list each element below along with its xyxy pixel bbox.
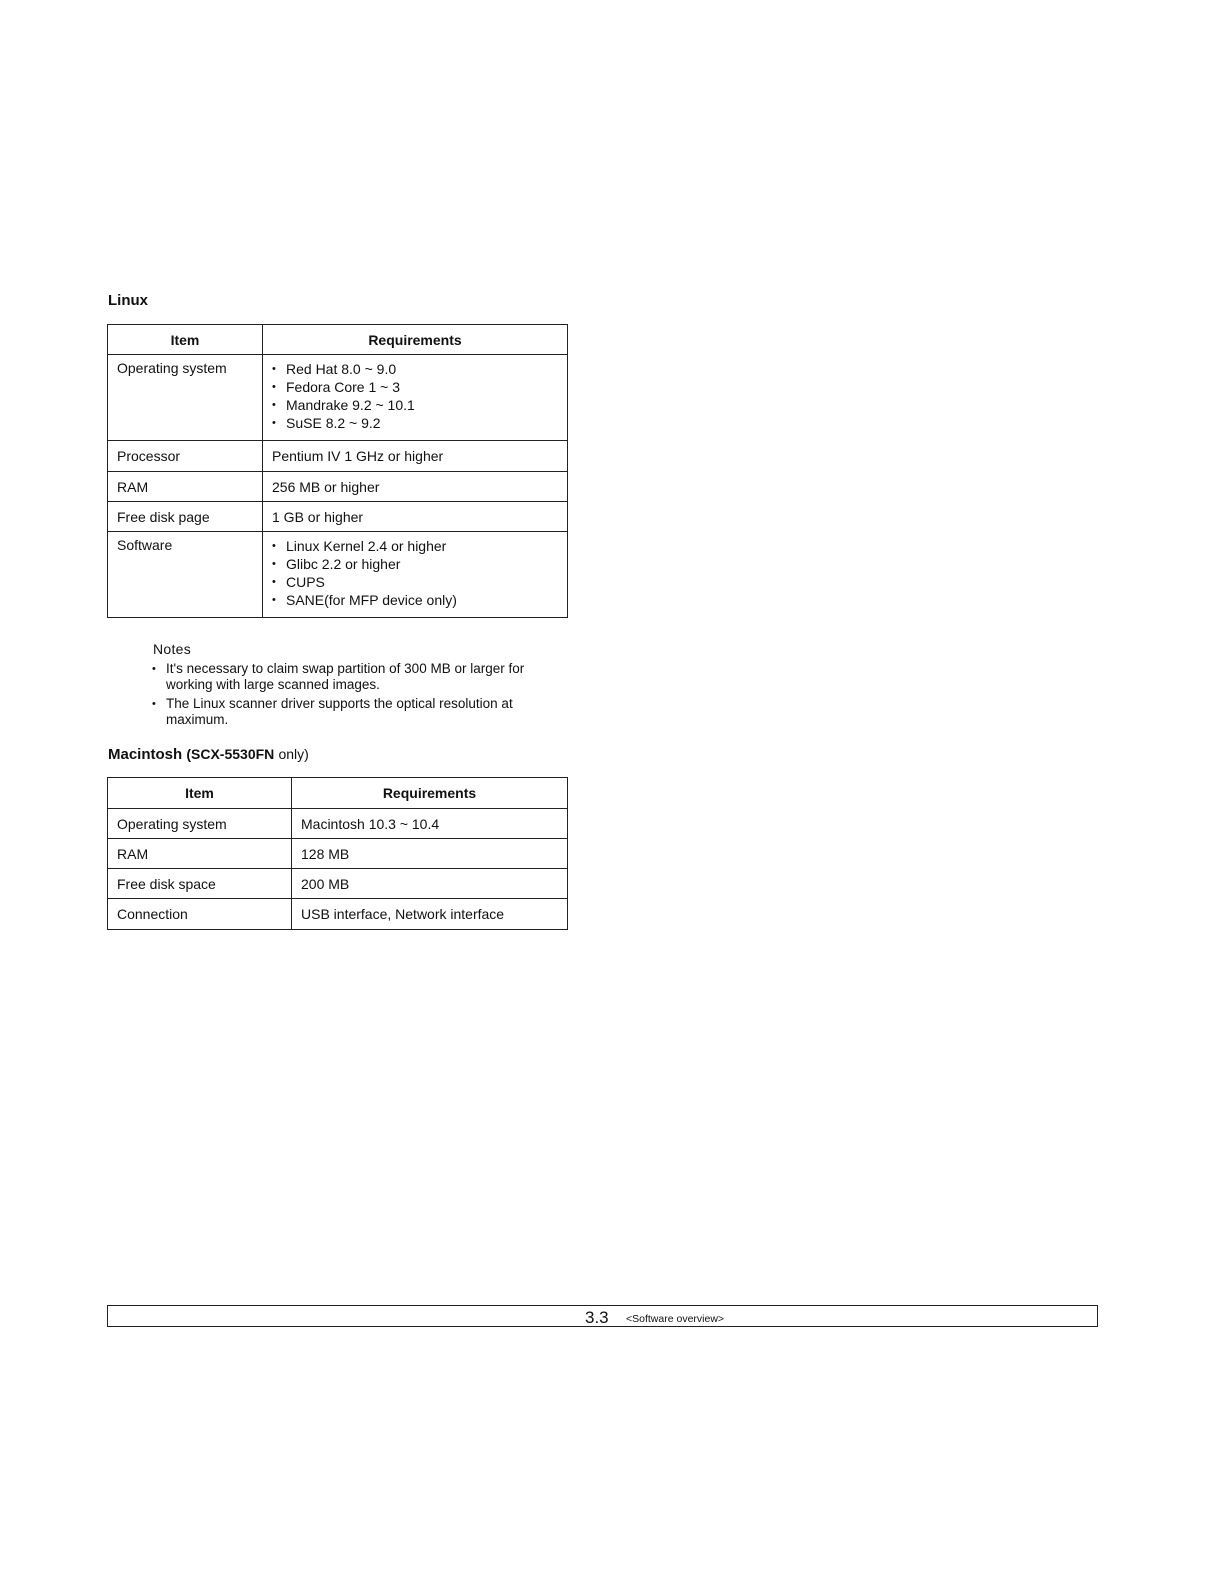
table-header-row [108, 778, 568, 809]
row-item-label: Software [108, 532, 263, 618]
row-requirements: 256 MB or higher [263, 472, 568, 502]
page-number: 3.3 [585, 1308, 609, 1327]
list-item: • Mandrake 9.2 ~ 10.1 [272, 396, 558, 414]
row-item-label: RAM [108, 472, 263, 502]
macintosh-heading-suffix: only) [278, 746, 309, 762]
linux-requirements-table [107, 324, 568, 618]
list-item: • Linux Kernel 2.4 or higher [272, 537, 558, 555]
row-item-label: Operating system [108, 355, 263, 441]
requirement-list [272, 537, 558, 609]
column-header-requirements: Requirements [292, 778, 568, 809]
row-requirements [263, 355, 568, 441]
macintosh-heading-model: (SCX-5530FN [186, 746, 275, 762]
row-item-label: RAM [108, 839, 292, 869]
column-header-item: Item [108, 325, 263, 355]
row-requirements: Pentium IV 1 GHz or higher [263, 441, 568, 472]
table-row [108, 355, 568, 441]
list-item: • SANE(for MFP device only) [272, 591, 558, 609]
note-item: • It's necessary to claim swap partition of 300 MB or larger for working with large scanned images. [151, 661, 563, 693]
row-item-label: Operating system [108, 809, 292, 839]
list-item: • CUPS [272, 573, 558, 591]
row-requirements: 1 GB or higher [263, 502, 568, 532]
row-requirements: USB interface, Network interface [292, 899, 568, 930]
row-item-label: Free disk space [108, 869, 292, 899]
row-requirements: 128 MB [292, 839, 568, 869]
table-row [108, 532, 568, 618]
table-row [108, 441, 568, 472]
macintosh-heading [108, 746, 309, 763]
row-item-label: Connection [108, 899, 292, 930]
footer-section-title: <Software overview> [626, 1313, 725, 1325]
notes-list [151, 661, 563, 731]
table-row [108, 869, 568, 899]
row-requirements: Macintosh 10.3 ~ 10.4 [292, 809, 568, 839]
linux-heading: Linux [108, 292, 148, 309]
note-item: • The Linux scanner driver supports the optical resolution at maximum. [151, 696, 563, 728]
notes-title: Notes [153, 641, 192, 657]
list-item: • Fedora Core 1 ~ 3 [272, 378, 558, 396]
table-row [108, 472, 568, 502]
list-item: • SuSE 8.2 ~ 9.2 [272, 414, 558, 432]
macintosh-requirements-table [107, 777, 568, 930]
macintosh-heading-title: Macintosh [108, 746, 183, 763]
row-requirements: 200 MB [292, 869, 568, 899]
list-item: • Glibc 2.2 or higher [272, 555, 558, 573]
row-requirements [263, 532, 568, 618]
column-header-requirements: Requirements [263, 325, 568, 355]
table-row [108, 809, 568, 839]
table-row [108, 899, 568, 930]
table-header-row [108, 325, 568, 355]
table-row [108, 839, 568, 869]
column-header-item: Item [108, 778, 292, 809]
requirement-list [272, 360, 558, 432]
row-item-label: Free disk page [108, 502, 263, 532]
row-item-label: Processor [108, 441, 263, 472]
table-row [108, 502, 568, 532]
list-item: • Red Hat 8.0 ~ 9.0 [272, 360, 558, 378]
